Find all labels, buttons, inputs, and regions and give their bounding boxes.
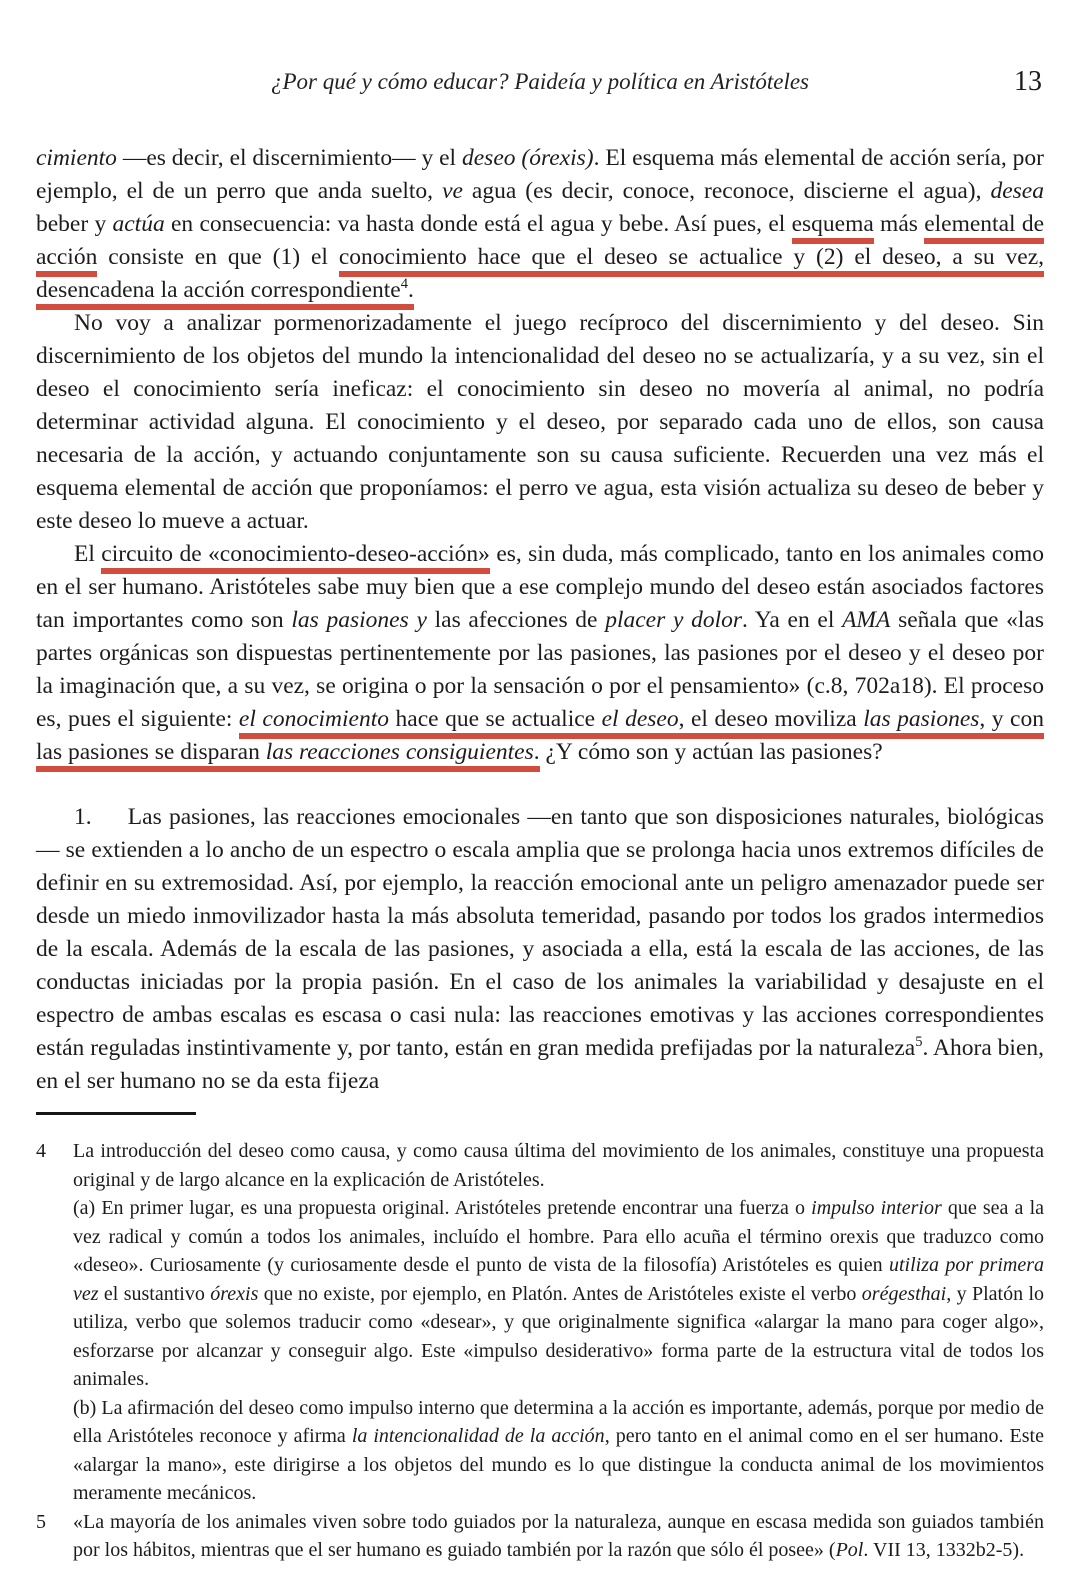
footnotes-section	[36, 1112, 1044, 1565]
page-header	[36, 64, 1044, 100]
footnote-text	[73, 1137, 1044, 1508]
red-underline-annotation: acción	[36, 244, 97, 277]
footnote-reference: 5	[915, 1034, 923, 1051]
body-text	[36, 142, 1044, 1098]
footnote-5	[36, 1508, 1044, 1565]
paragraph-4-numbered: 1. Las pasiones, las reacciones emocionales —en tanto que son disposiciones naturales, biológicas— se extienden a lo ancho de un espectro o escala amplia que se prolonga hacia unos extremos difíciles de definir en su extremosidad. Así, por ejemplo, la reacción emocional ante un peligro amenazador puede ser desde un miedo inmovilizador hasta la más absoluta temeridad, pasando por todos los grados intermedios de la escala. Además de la escala de las pasiones, y asociada a ella, está la escala de las acciones, de las conductas iniciadas por la propia pasión. En el caso de los animales la variabilidad y desajuste en el espectro de ambas escalas es escasa o casi nula: las reacciones emotivas y las acciones correspondientes están reguladas instintivamente y, por tanto, están en gran medida prefijadas por la naturaleza$^5$. Ahora bien, en el ser humano no se da esta fijeza	[36, 804, 1044, 1094]
running-title: ¿Por qué y cómo educar? Paideía y política en Aristóteles	[270, 69, 810, 94]
paragraph-3: El circuito de «conocimiento-deseo-acción» es, sin duda, más complicado, tanto en los animales como en el ser humano. Aristóteles sabe muy bien que a ese complejo mundo del deseo están asociados factores tan importantes como son las pasiones y las afecciones de placer y dolor. Ya en el AMA señala que «las partes orgánicas son dispuestas pertinentemente por las pasiones, las pasiones por el deseo y el deseo por la imaginación que, a su vez, se origina o por la sensación o por el pensamiento» (c.8, 702a18). El proceso es, pues el siguiente: el conocimiento hace que se actualice el deseo, el deseo moviliza las pasiones, y con las pasiones se disparan las reacciones consiguientes. ¿Y cómo son y actúan las pasiones?	[36, 538, 1044, 769]
red-underline-annotation: elemental de	[924, 211, 1044, 244]
paragraph-1: cimiento —es decir, el discernimiento— y el deseo (órexis). El esquema más elemental de acción sería, por ejemplo, el de un perro que anda suelto, ve agua (es decir, conoce, reconoce, discierne el agua), desea beber y actúa en consecuencia: va hasta donde está el agua y bebe. Así pues, el esquema más elemental de acción consiste en que (1) el conocimiento hace que el deseo se actualice y (2) el deseo, a su vez, desencadena la acción correspondiente$^4$.	[36, 142, 1044, 307]
red-underline-annotation: circuito de «conocimiento-deseo-acción»	[101, 541, 490, 574]
footnote-4-paragraph-a: (a) En primer lugar, es una propuesta original. Aristóteles pretende encontrar una fuerza o impulso interior que sea a la vez radical y común a todos los animales, incluído el hombre. Para ello acuña el término orexis que traduzco como «deseo». Curiosamente (y curiosamente desde el punto de vista de la filosofía) Aristóteles es quien utiliza por primera vez el sustantivo órexis que no existe, por ejemplo, en Platón. Antes de Aristóteles existe el verbo orégesthai, y Platón lo utiliza, verbo que solemos traducir como «desear», y que originalmente significa «alargar la mano para coger algo», esforzarse por alcanzar y conseguir algo. Este «impulso desiderativo» forma parte de la estructura vital de todos los animales.	[73, 1197, 1045, 1390]
footnote-4	[36, 1137, 1044, 1508]
footnote-number: 5	[36, 1510, 46, 1533]
footnote-separator-rule	[36, 1112, 196, 1115]
footnote-number: 4	[36, 1140, 46, 1162]
paragraph-2: No voy a analizar pormenorizadamente el juego recíproco del discernimiento y del deseo. Sin discernimiento de los objetos del mundo la intencionalidad del deseo no se actualizaría, y a su vez, sin el deseo el conocimiento sería ineficaz: el conocimiento sin deseo no movería al animal, no podría determinar actividad alguna. El conocimiento y el deseo, por separado cada uno de ellos, son causa necesaria de la acción, y actuando conjuntamente son su causa suficiente. Recuerden una vez más el esquema elemental de acción que proponíamos: el perro ve agua, esta visión actualiza su deseo de beber y este deseo lo mueve a actuar.	[36, 310, 1044, 534]
red-underline-annotation: esquema	[792, 211, 874, 244]
footnote-4-paragraph-intro: La introducción del deseo como causa, y como causa última del movimiento de los animales, constituye una propuesta original y de largo alcance en la explicación de Aristóteles.	[73, 1140, 1044, 1191]
footnote-5-paragraph: «La mayoría de los animales viven sobre todo guiados por la naturaleza, aunque en escasa medida son guiados también por los hábitos, mientras que el ser humano es guiado también por la razón que sólo él posee» (Pol. VII 13, 1332b2-5).	[73, 1510, 1044, 1561]
footnote-reference: 4	[400, 276, 408, 293]
red-underline-annotation: el conocimiento hace que se actualice el deseo, el deseo moviliza las pasiones, y con las pasiones se disparan las reacciones consiguientes.	[36, 706, 1044, 772]
footnote-4-paragraph-b: (b) La afirmación del deseo como impulso interno que determina a la acción es importante, además, porque por medio de ella Aristóteles reconoce y afirma la intencionalidad de la acción, pero tanto en el animal como en el ser humano. Este «alargar la mano», este dirigirse a los objetos del mundo es lo que distingue la conducta animal de los movimientos meramente mecánicos.	[73, 1396, 1044, 1504]
footnote-text	[73, 1508, 1044, 1565]
red-underline-annotation: conocimiento hace que el deseo se actualice y (2) el deseo, a su vez, desencadena la acción correspondiente$^4$.	[36, 244, 1044, 310]
page-number: 13	[1014, 66, 1042, 97]
